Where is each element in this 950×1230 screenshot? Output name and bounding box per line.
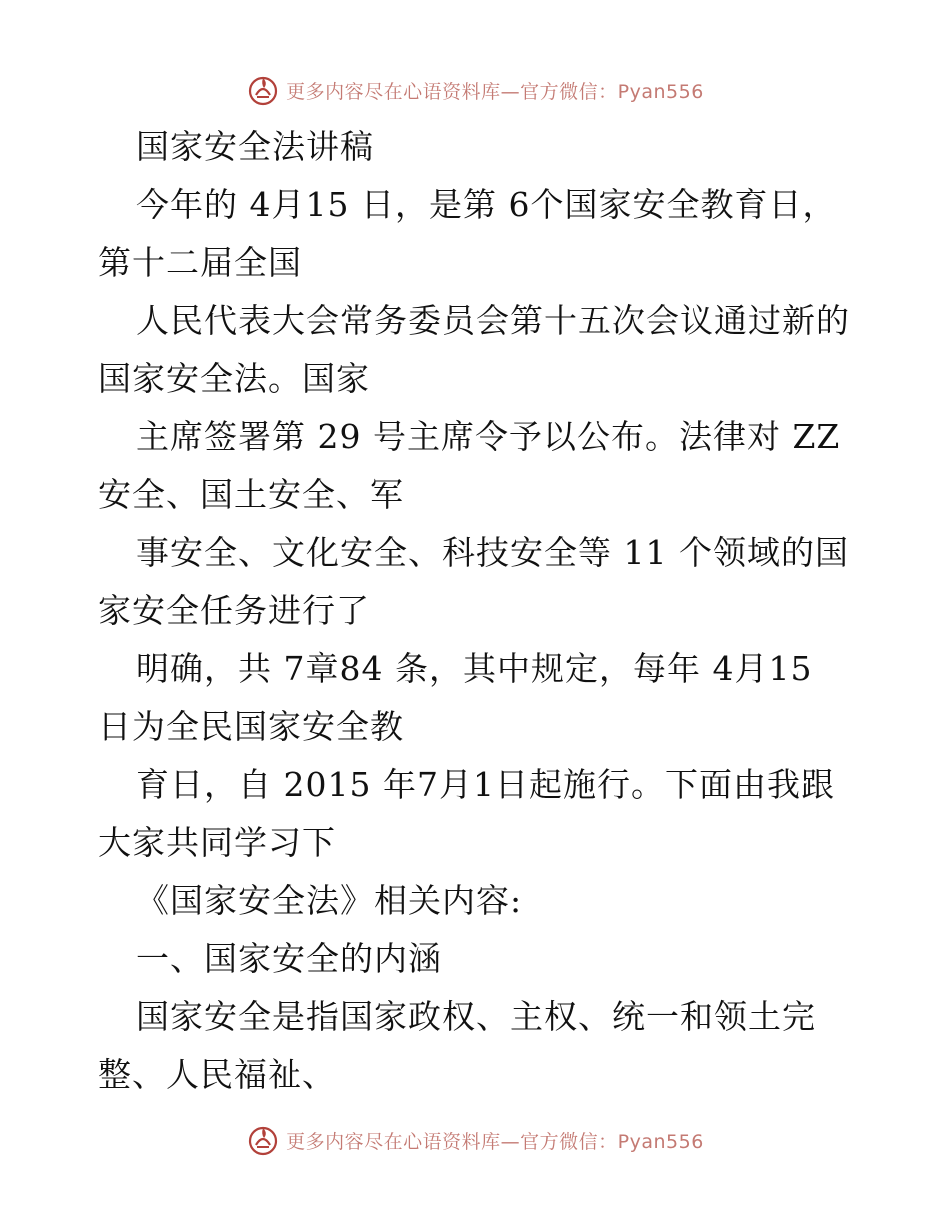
text-line: 一、国家安全的内涵: [136, 939, 442, 978]
text-line: 事安全、文化安全、科技安全等 11 个领域的国: [136, 533, 849, 572]
fire-book-logo-icon: [246, 73, 280, 107]
text-line: 整、人民福祉、: [98, 1055, 336, 1094]
text-line: 国家安全法。国家: [98, 359, 370, 398]
text-line: 今年的 4月15 日，是第 6个国家安全教育日，: [136, 185, 837, 224]
text-line: 明确，共 7章84 条，其中规定，每年 4月15: [136, 649, 813, 688]
text-line: 安全、国土安全、军: [98, 475, 404, 514]
footer-watermark-text: 更多内容尽在心语资料库—官方微信：Pyan556: [286, 1130, 704, 1153]
text-line: 家安全任务进行了: [98, 591, 370, 630]
text-line: 国家安全法讲稿: [136, 127, 374, 166]
text-line: 日为全民国家安全教: [98, 707, 404, 746]
text-line: 大家共同学习下: [98, 823, 336, 862]
text-line: 《国家安全法》相关内容:: [136, 881, 523, 920]
text-line: 第十二届全国: [98, 243, 302, 282]
header-watermark-text: 更多内容尽在心语资料库—官方微信：Pyan556: [286, 80, 704, 103]
text-line: 育日，自 2015 年7月1日起施行。下面由我跟: [136, 765, 835, 804]
fire-book-logo-icon: [246, 1123, 280, 1157]
text-line: 人民代表大会常务委员会第十五次会议通过新的: [136, 301, 850, 340]
header-watermark-banner: [0, 70, 950, 110]
text-line: 国家安全是指国家政权、主权、统一和领土完: [136, 997, 816, 1036]
document-body: [98, 118, 850, 1104]
footer-watermark-banner: [0, 1120, 950, 1160]
text-line: 主席签署第 29 号主席令予以公布。法律对 ZZ: [136, 417, 841, 456]
